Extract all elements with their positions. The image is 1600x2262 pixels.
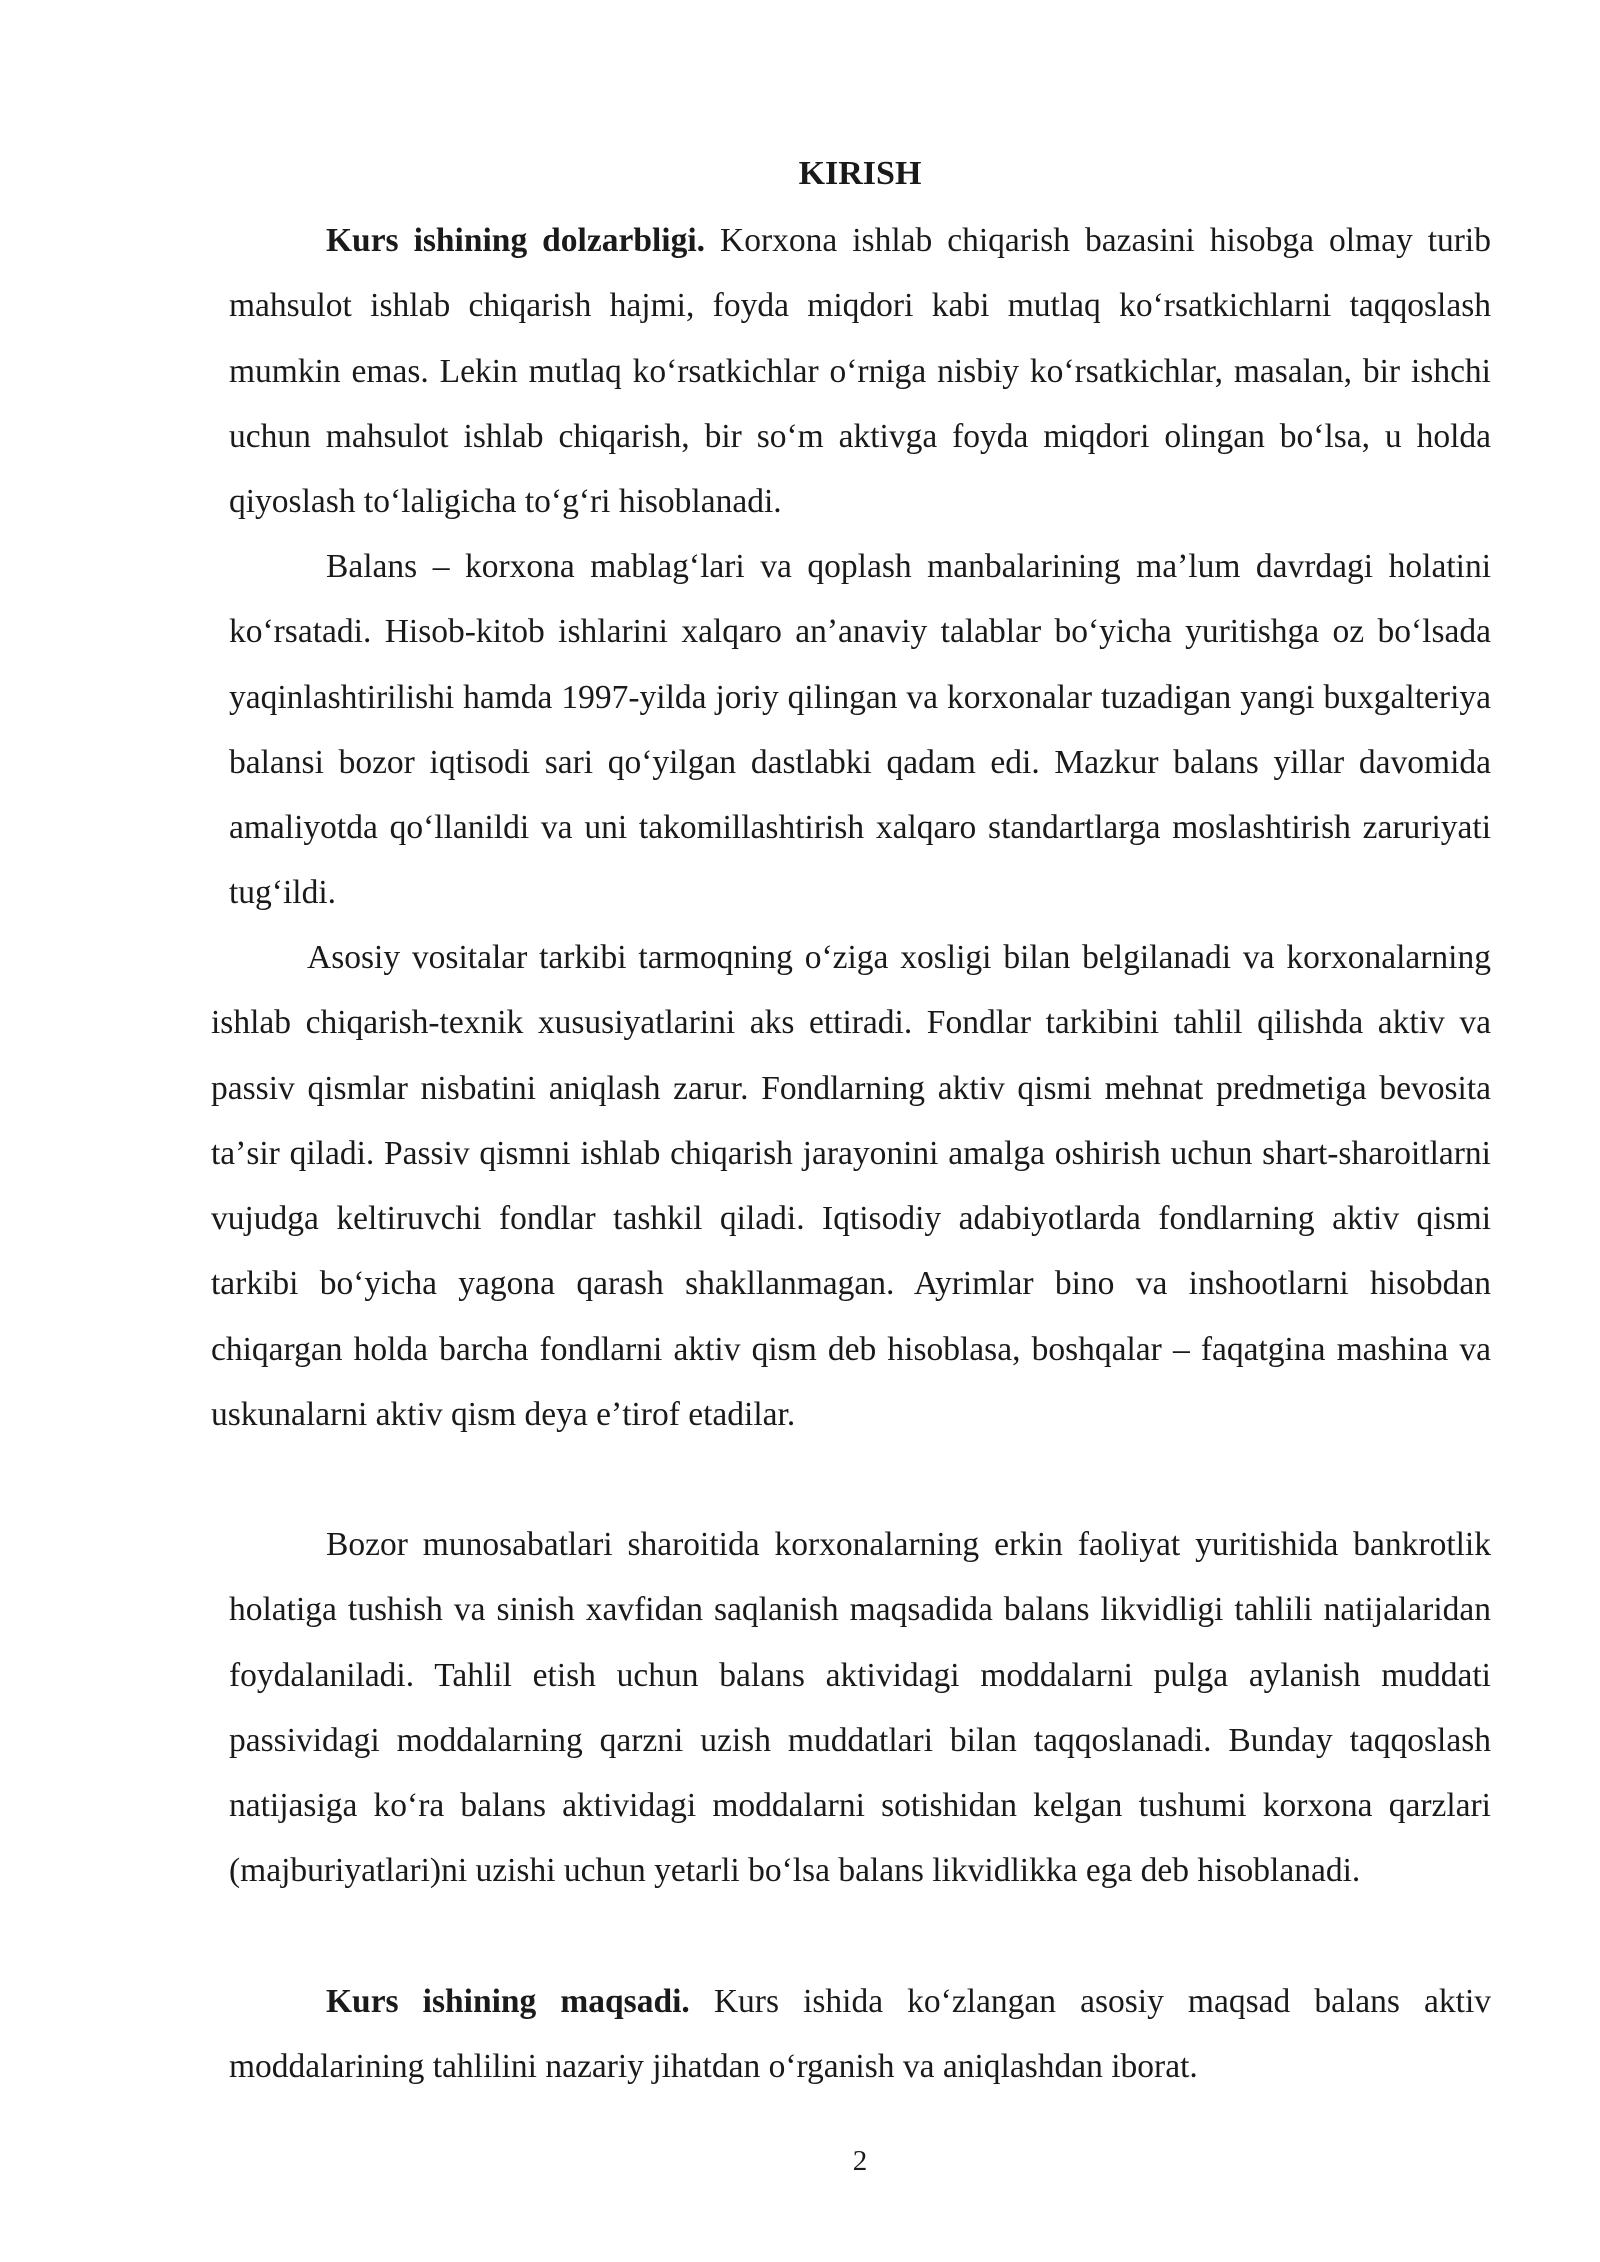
- paragraph-text-goal: Kurs ishida koʻzlangan asosiy maqsad balans aktiv moddalarining tahlilini nazariy jihatdan oʻrganish va aniqlashdan iborat.: [229, 1983, 1491, 2086]
- paragraph-liquidity: [229, 1512, 1491, 1904]
- paragraph-relevance: [229, 208, 1491, 534]
- paragraph-text-liquidity: Bozor munosabatlari sharoitida korxonalarning erkin faoliyat yuritishida bankrotlik holatiga tushish va sinish xavfidan saqlanish maqsadida balans likvidligi tahlili natijalaridan foydalaniladi. Tahlil etish uchun balans aktividagi moddalarni pulga aylanish muddati passividagi moddalarning qarzni uzish muddatlari bilan taqqoslanadi. Bunday taqqoslash natijasiga koʻra balans aktividagi moddalarni sotishidan kelgan tushumi korxona qarzlari (majburiyatlari)ni uzishi uchun yetarli boʻlsa balans likvidlikka ega deb hisoblanadi.: [229, 1526, 1491, 1890]
- paragraph-text-fixed-assets: Asosiy vositalar tarkibi tarmoqning oʻziga xosligi bilan belgilanadi va korxonalarning ishlab chiqarish-texnik xususiyatlarini aks ettiradi. Fondlar tarkibini tahlil qilishda aktiv va passiv qismlar nisbatini aniqlash zarur. Fondlarning aktiv qismi mehnat predmetiga bevosita taʼsir qiladi. Passiv qismni ishlab chiqarish jarayonini amalga oshirish uchun shart-sharoitlarni vujudga keltiruvchi fondlar tashkil qiladi. Iqtisodiy adabiyotlarda fondlarning aktiv qismi tarkibi boʻyicha yagona qarash shakllanmagan. Ayrimlar bino va inshootlarni hisobdan chiqargan holda barcha fondlarni aktiv qism deb hisoblasa, boshqalar – faqatgina mashina va uskunalarni aktiv qism deya eʼtirof etadilar.: [211, 939, 1491, 1434]
- paragraph-balance: [229, 534, 1491, 926]
- paragraph-goal: [229, 1969, 1491, 2100]
- paragraph-lead-relevance: Kurs ishining dolzarbligi.: [326, 222, 706, 259]
- section-heading: KIRISH: [798, 155, 922, 192]
- paragraph-text-balance: Balans – korxona mablagʻlari va qoplash manbalarining maʼlum davrdagi holatini koʻrsatadi. Hisob-kitob ishlarini xalqaro anʼanaviy talablar boʻyicha yuritishga oz boʻlsada yaqinlashtirilishi hamda 1997-yilda joriy qilingan va korxonalar tuzadigan yangi buxgalteriya balansi bozor iqtisodi sari qoʻyilgan dastlabki qadam edi. Mazkur balans yillar davomida amaliyotda qoʻllanildi va uni takomillashtirish xalqaro standartlarga moslashtirish zaruriyati tugʻildi.: [229, 548, 1491, 912]
- paragraph-lead-goal: Kurs ishining maqsadi.: [326, 1983, 690, 2020]
- page-number: 2: [852, 2145, 868, 2177]
- paragraph-text-relevance: Korxona ishlab chiqarish bazasini hisobga olmay turib mahsulot ishlab chiqarish hajmi, foyda miqdori kabi mutlaq koʻrsatkichlarni taqqoslash mumkin emas. Lekin mutlaq koʻrsatkichlar oʻrniga nisbiy koʻrsatkichlar, masalan, bir ishchi uchun mahsulot ishlab chiqarish, bir soʻm aktivga foyda miqdori olingan boʻlsa, u holda qiyoslash toʻlaligicha toʻgʻri hisoblanadi.: [229, 222, 1491, 521]
- paragraph-fixed-assets: [211, 925, 1491, 1447]
